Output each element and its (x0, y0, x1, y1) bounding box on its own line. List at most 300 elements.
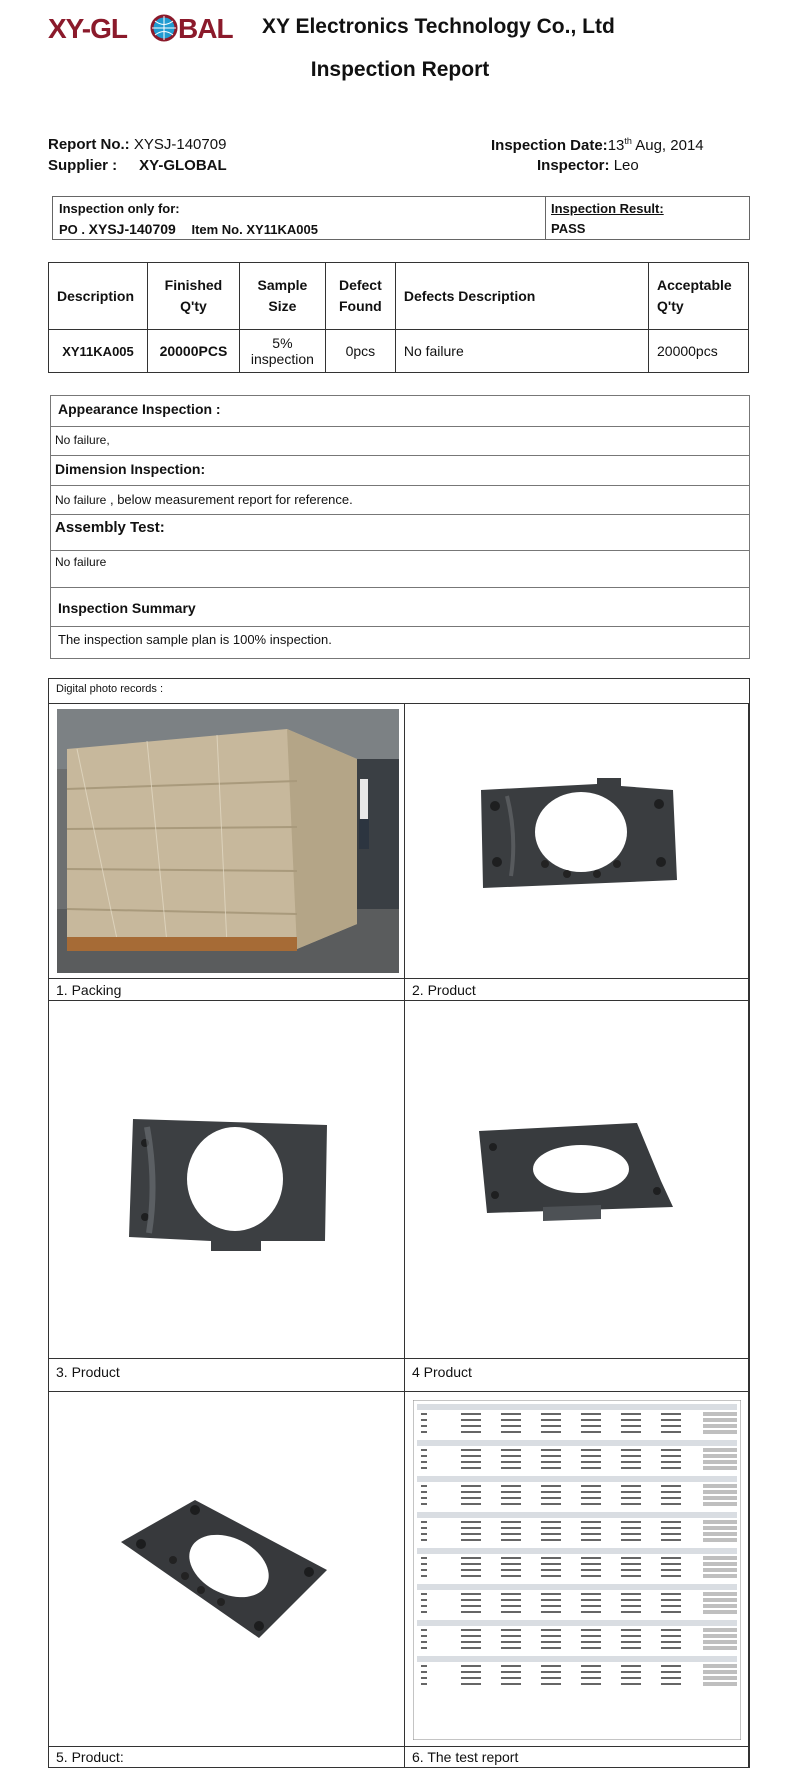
report-cell-text (581, 1455, 601, 1457)
report-cell-text (421, 1485, 427, 1487)
report-cell-text (501, 1635, 521, 1637)
report-cell-text (421, 1665, 427, 1667)
report-cell-text (581, 1677, 601, 1679)
product-image-2 (477, 776, 677, 896)
inspection-date: Inspection Date:13th Aug, 2014 (491, 136, 704, 154)
report-cell-text (661, 1419, 681, 1421)
report-shade (703, 1598, 737, 1602)
caption-2: 2. Product (412, 982, 476, 998)
caption-5: 5. Product: (56, 1749, 124, 1765)
report-block-header (417, 1476, 737, 1482)
report-cell-text (501, 1641, 521, 1643)
report-cell-text (541, 1677, 561, 1679)
caption-1: 1. Packing (56, 982, 122, 998)
report-cell-text (461, 1539, 481, 1541)
report-cell-text (581, 1431, 601, 1433)
report-cell-text (501, 1611, 521, 1613)
report-block-header (417, 1512, 737, 1518)
photo-product-4 (405, 1001, 749, 1359)
report-block-header (417, 1404, 737, 1410)
report-cell-text (541, 1497, 561, 1499)
appearance-title: Appearance Inspection : (58, 401, 221, 417)
report-cell-text (541, 1635, 561, 1637)
inspection-for-box (52, 196, 750, 240)
report-cell-text (461, 1425, 481, 1427)
report-cell-text (541, 1413, 561, 1415)
report-cell-text (581, 1419, 601, 1421)
report-cell-text (581, 1671, 601, 1673)
report-cell-text (661, 1467, 681, 1469)
report-cell-text (461, 1455, 481, 1457)
report-shade (703, 1484, 737, 1488)
report-cell-text (501, 1647, 521, 1649)
caption-4: 4 Product (412, 1364, 472, 1380)
report-cell-text (501, 1533, 521, 1535)
report-cell-text (461, 1557, 481, 1559)
report-cell-text (461, 1419, 481, 1421)
report-cell-text (621, 1449, 641, 1451)
report-cell-text (661, 1491, 681, 1493)
test-report-image (413, 1400, 741, 1740)
report-cell-text (501, 1557, 521, 1559)
report-cell-text (581, 1569, 601, 1571)
report-cell-text (661, 1527, 681, 1529)
report-cell-text (421, 1467, 427, 1469)
report-cell-text (461, 1431, 481, 1433)
inspector: Inspector: Leo (537, 157, 639, 174)
report-cell-text (421, 1569, 427, 1571)
report-cell-text (621, 1647, 641, 1649)
report-cell-text (541, 1629, 561, 1631)
report-shade (703, 1604, 737, 1608)
report-cell-text (621, 1605, 641, 1607)
report-cell-text (421, 1647, 427, 1649)
report-cell-text (581, 1425, 601, 1427)
assembly-text: No failure (55, 555, 107, 569)
report-cell-text (621, 1641, 641, 1643)
report-cell-text (581, 1413, 601, 1415)
report-cell-text (581, 1539, 601, 1541)
report-cell-text (421, 1575, 427, 1577)
report-cell-text (621, 1467, 641, 1469)
report-cell-text (501, 1569, 521, 1571)
report-cell-text (581, 1563, 601, 1565)
report-cell-text (621, 1611, 641, 1613)
report-cell-text (621, 1503, 641, 1505)
report-cell-text (461, 1467, 481, 1469)
report-cell-text (581, 1647, 601, 1649)
report-cell-text (461, 1647, 481, 1649)
report-cell-text (421, 1503, 427, 1505)
col-sample-size: Sample Size (239, 263, 325, 330)
report-cell-text (461, 1497, 481, 1499)
report-cell-text (581, 1593, 601, 1595)
product-image-4 (477, 1121, 673, 1225)
report-cell-text (661, 1485, 681, 1487)
report-cell-text (421, 1605, 427, 1607)
report-cell-text (621, 1677, 641, 1679)
report-cell-text (621, 1527, 641, 1529)
report-cell-text (501, 1671, 521, 1673)
packing-image (57, 709, 399, 973)
report-cell-text (541, 1449, 561, 1451)
report-cell-text (661, 1629, 681, 1631)
photo-packing (49, 704, 405, 979)
report-cell-text (421, 1497, 427, 1499)
report-cell-text (501, 1605, 521, 1607)
report-cell-text (581, 1533, 601, 1535)
report-cell-text (501, 1485, 521, 1487)
report-cell-text (621, 1539, 641, 1541)
report-cell-text (581, 1665, 601, 1667)
report-no: Report No.: XYSJ-140709 (48, 136, 227, 153)
report-cell-text (661, 1449, 681, 1451)
report-cell-text (541, 1527, 561, 1529)
report-cell-text (661, 1557, 681, 1559)
report-cell-text (421, 1413, 427, 1415)
report-cell-text (621, 1563, 641, 1565)
report-cell-text (661, 1455, 681, 1457)
report-cell-text (461, 1671, 481, 1673)
report-shade (703, 1418, 737, 1422)
report-cell-text (421, 1461, 427, 1463)
report-shade (703, 1628, 737, 1632)
report-shade (703, 1574, 737, 1578)
report-cell-text (541, 1611, 561, 1613)
report-cell-text (421, 1491, 427, 1493)
report-cell-text (461, 1683, 481, 1685)
report-cell-text (461, 1521, 481, 1523)
report-cell-text (621, 1491, 641, 1493)
report-cell-text (621, 1419, 641, 1421)
report-cell-text (421, 1641, 427, 1643)
report-shade (703, 1454, 737, 1458)
report-shade (703, 1646, 737, 1650)
report-cell-text (501, 1677, 521, 1679)
report-cell-text (421, 1611, 427, 1613)
report-cell-text (501, 1575, 521, 1577)
report-cell-text (581, 1497, 601, 1499)
report-cell-text (501, 1425, 521, 1427)
report-cell-text (541, 1599, 561, 1601)
report-shade (703, 1520, 737, 1524)
report-cell-text (461, 1449, 481, 1451)
col-finished-qty: Finished Q'ty (147, 263, 239, 330)
xy-global-logo (48, 8, 248, 48)
report-cell-text (621, 1485, 641, 1487)
report-cell-text (541, 1593, 561, 1595)
report-cell-text (461, 1461, 481, 1463)
report-cell-text (581, 1521, 601, 1523)
report-block-header (417, 1548, 737, 1554)
report-cell-text (461, 1491, 481, 1493)
report-cell-text (581, 1485, 601, 1487)
report-shade (703, 1448, 737, 1452)
report-cell-text (501, 1563, 521, 1565)
report-cell-text (661, 1671, 681, 1673)
report-cell-text (461, 1611, 481, 1613)
summary-text: The inspection sample plan is 100% inspection. (58, 632, 332, 647)
report-cell-text (581, 1641, 601, 1643)
summary-title: Inspection Summary (58, 600, 196, 616)
report-cell-text (661, 1611, 681, 1613)
report-cell-text (621, 1425, 641, 1427)
report-cell-text (541, 1605, 561, 1607)
report-block-header (417, 1620, 737, 1626)
svg-text:XY-GL: XY-GL (48, 13, 128, 44)
report-cell-text (581, 1599, 601, 1601)
report-cell-text (541, 1683, 561, 1685)
report-cell-text (541, 1491, 561, 1493)
report-shade (703, 1634, 737, 1638)
dimension-text: No failure , below measurement report for reference. (55, 492, 353, 507)
report-cell-text (461, 1527, 481, 1529)
report-cell-text (501, 1449, 521, 1451)
report-cell-text (461, 1599, 481, 1601)
report-cell-text (621, 1455, 641, 1457)
col-acceptable-qty: Acceptable Q'ty (649, 263, 749, 330)
po-line: PO . XYSJ-140709 Item No. XY11KA005 (59, 221, 318, 237)
report-cell-text (621, 1635, 641, 1637)
report-cell-text (501, 1539, 521, 1541)
report-cell-text (581, 1605, 601, 1607)
report-cell-text (621, 1413, 641, 1415)
report-cell-text (581, 1503, 601, 1505)
report-cell-text (581, 1611, 601, 1613)
report-cell-text (461, 1563, 481, 1565)
assembly-title: Assembly Test: (55, 519, 165, 536)
report-cell-text (421, 1533, 427, 1535)
report-block-header (417, 1584, 737, 1590)
report-cell-text (541, 1539, 561, 1541)
report-cell-text (541, 1461, 561, 1463)
report-cell-text (581, 1467, 601, 1469)
report-cell-text (621, 1665, 641, 1667)
company-name: XY Electronics Technology Co., Ltd (262, 15, 615, 38)
report-cell-text (581, 1527, 601, 1529)
report-cell-text (541, 1665, 561, 1667)
report-cell-text (541, 1485, 561, 1487)
report-shade (703, 1670, 737, 1674)
report-cell-text (501, 1461, 521, 1463)
report-cell-text (501, 1413, 521, 1415)
report-cell-text (541, 1521, 561, 1523)
report-cell-text (621, 1521, 641, 1523)
report-cell-text (421, 1557, 427, 1559)
report-cell-text (501, 1431, 521, 1433)
report-cell-text (501, 1599, 521, 1601)
report-cell-text (461, 1575, 481, 1577)
cell-finished-qty: 20000PCS (147, 330, 239, 373)
report-cell-text (501, 1467, 521, 1469)
report-cell-text (501, 1593, 521, 1595)
report-cell-text (421, 1563, 427, 1565)
report-cell-text (501, 1419, 521, 1421)
report-cell-text (501, 1521, 521, 1523)
report-shade (703, 1430, 737, 1434)
report-cell-text (661, 1533, 681, 1535)
result-label: Inspection Result: (551, 201, 664, 216)
report-cell-text (581, 1449, 601, 1451)
photo-product-5 (49, 1392, 405, 1747)
report-cell-text (661, 1425, 681, 1427)
result-value: PASS (551, 221, 586, 236)
report-cell-text (621, 1593, 641, 1595)
report-cell-text (661, 1677, 681, 1679)
photo-records (48, 678, 750, 1768)
report-cell-text (581, 1635, 601, 1637)
report-cell-text (541, 1557, 561, 1559)
report-cell-text (421, 1425, 427, 1427)
cell-acceptable-qty: 20000pcs (649, 330, 749, 373)
report-cell-text (501, 1629, 521, 1631)
report-cell-text (541, 1431, 561, 1433)
inspection-for-label: Inspection only for: (59, 201, 180, 216)
photo-product-2 (405, 704, 749, 979)
report-cell-text (661, 1563, 681, 1565)
cell-defect-found: 0pcs (325, 330, 395, 373)
report-title: Inspection Report (310, 58, 490, 81)
report-cell-text (661, 1461, 681, 1463)
report-cell-text (461, 1677, 481, 1679)
report-shade (703, 1460, 737, 1464)
report-cell-text (621, 1533, 641, 1535)
report-cell-text (461, 1629, 481, 1631)
report-cell-text (581, 1629, 601, 1631)
report-cell-text (461, 1503, 481, 1505)
report-cell-text (421, 1593, 427, 1595)
report-cell-text (541, 1647, 561, 1649)
report-cell-text (421, 1527, 427, 1529)
report-cell-text (661, 1605, 681, 1607)
report-cell-text (661, 1665, 681, 1667)
report-cell-text (661, 1503, 681, 1505)
report-cell-text (621, 1599, 641, 1601)
report-shade (703, 1640, 737, 1644)
svg-text:BAL: BAL (178, 13, 233, 44)
report-cell-text (621, 1557, 641, 1559)
report-cell-text (421, 1521, 427, 1523)
photo-test-report (405, 1392, 749, 1747)
report-shade (703, 1592, 737, 1596)
report-cell-text (621, 1497, 641, 1499)
report-cell-text (621, 1629, 641, 1631)
report-cell-text (621, 1575, 641, 1577)
report-cell-text (501, 1527, 521, 1529)
report-cell-text (661, 1569, 681, 1571)
report-cell-text (661, 1431, 681, 1433)
appearance-text: No failure, (55, 433, 110, 447)
report-cell-text (661, 1497, 681, 1499)
report-cell-text (501, 1455, 521, 1457)
col-defects-description: Defects Description (395, 263, 648, 330)
report-cell-text (621, 1461, 641, 1463)
report-cell-text (461, 1635, 481, 1637)
report-cell-text (461, 1593, 481, 1595)
report-cell-text (541, 1563, 561, 1565)
report-shade (703, 1532, 737, 1536)
report-cell-text (461, 1533, 481, 1535)
report-cell-text (541, 1419, 561, 1421)
cell-description: XY11KA005 (49, 330, 148, 373)
dimension-title: Dimension Inspection: (55, 461, 206, 477)
report-cell-text (541, 1569, 561, 1571)
report-shade (703, 1556, 737, 1560)
report-block-header (417, 1440, 737, 1446)
report-cell-text (461, 1641, 481, 1643)
report-cell-text (501, 1683, 521, 1685)
report-cell-text (541, 1503, 561, 1505)
report-cell-text (541, 1575, 561, 1577)
report-cell-text (541, 1467, 561, 1469)
report-block-header (417, 1656, 737, 1662)
report-cell-text (581, 1491, 601, 1493)
report-cell-text (661, 1641, 681, 1643)
report-cell-text (461, 1605, 481, 1607)
report-shade (703, 1610, 737, 1614)
report-shade (703, 1502, 737, 1506)
report-cell-text (421, 1431, 427, 1433)
report-cell-text (461, 1413, 481, 1415)
report-cell-text (621, 1431, 641, 1433)
report-shade (703, 1412, 737, 1416)
report-cell-text (661, 1683, 681, 1685)
caption-6: 6. The test report (412, 1749, 519, 1765)
report-shade (703, 1664, 737, 1668)
report-cell-text (461, 1665, 481, 1667)
inspection-sections (50, 395, 750, 659)
report-shade (703, 1526, 737, 1530)
report-cell-text (541, 1455, 561, 1457)
cell-defects-description: No failure (395, 330, 648, 373)
report-cell-text (541, 1425, 561, 1427)
caption-3: 3. Product (56, 1364, 120, 1380)
report-cell-text (421, 1677, 427, 1679)
report-cell-text (581, 1461, 601, 1463)
col-defect-found: Defect Found (325, 263, 395, 330)
report-cell-text (421, 1683, 427, 1685)
supplier: Supplier : XY-GLOBAL (48, 157, 227, 174)
report-cell-text (421, 1449, 427, 1451)
report-cell-text (661, 1539, 681, 1541)
report-cell-text (421, 1455, 427, 1457)
report-cell-text (661, 1599, 681, 1601)
report-cell-text (621, 1671, 641, 1673)
report-cell-text (541, 1641, 561, 1643)
col-description: Description (49, 263, 148, 330)
report-cell-text (421, 1671, 427, 1673)
product-image-5 (119, 1496, 329, 1646)
report-cell-text (501, 1491, 521, 1493)
product-image-3 (127, 1113, 329, 1253)
report-cell-text (661, 1647, 681, 1649)
report-cell-text (461, 1569, 481, 1571)
report-cell-text (421, 1539, 427, 1541)
report-cell-text (581, 1683, 601, 1685)
report-cell-text (581, 1575, 601, 1577)
report-cell-text (501, 1665, 521, 1667)
report-cell-text (661, 1635, 681, 1637)
report-shade (703, 1568, 737, 1572)
report-shade (703, 1496, 737, 1500)
report-shade (703, 1676, 737, 1680)
report-shade (703, 1538, 737, 1542)
report-shade (703, 1424, 737, 1428)
report-shade (703, 1562, 737, 1566)
report-cell-text (661, 1593, 681, 1595)
report-cell-text (541, 1533, 561, 1535)
report-cell-text (621, 1569, 641, 1571)
